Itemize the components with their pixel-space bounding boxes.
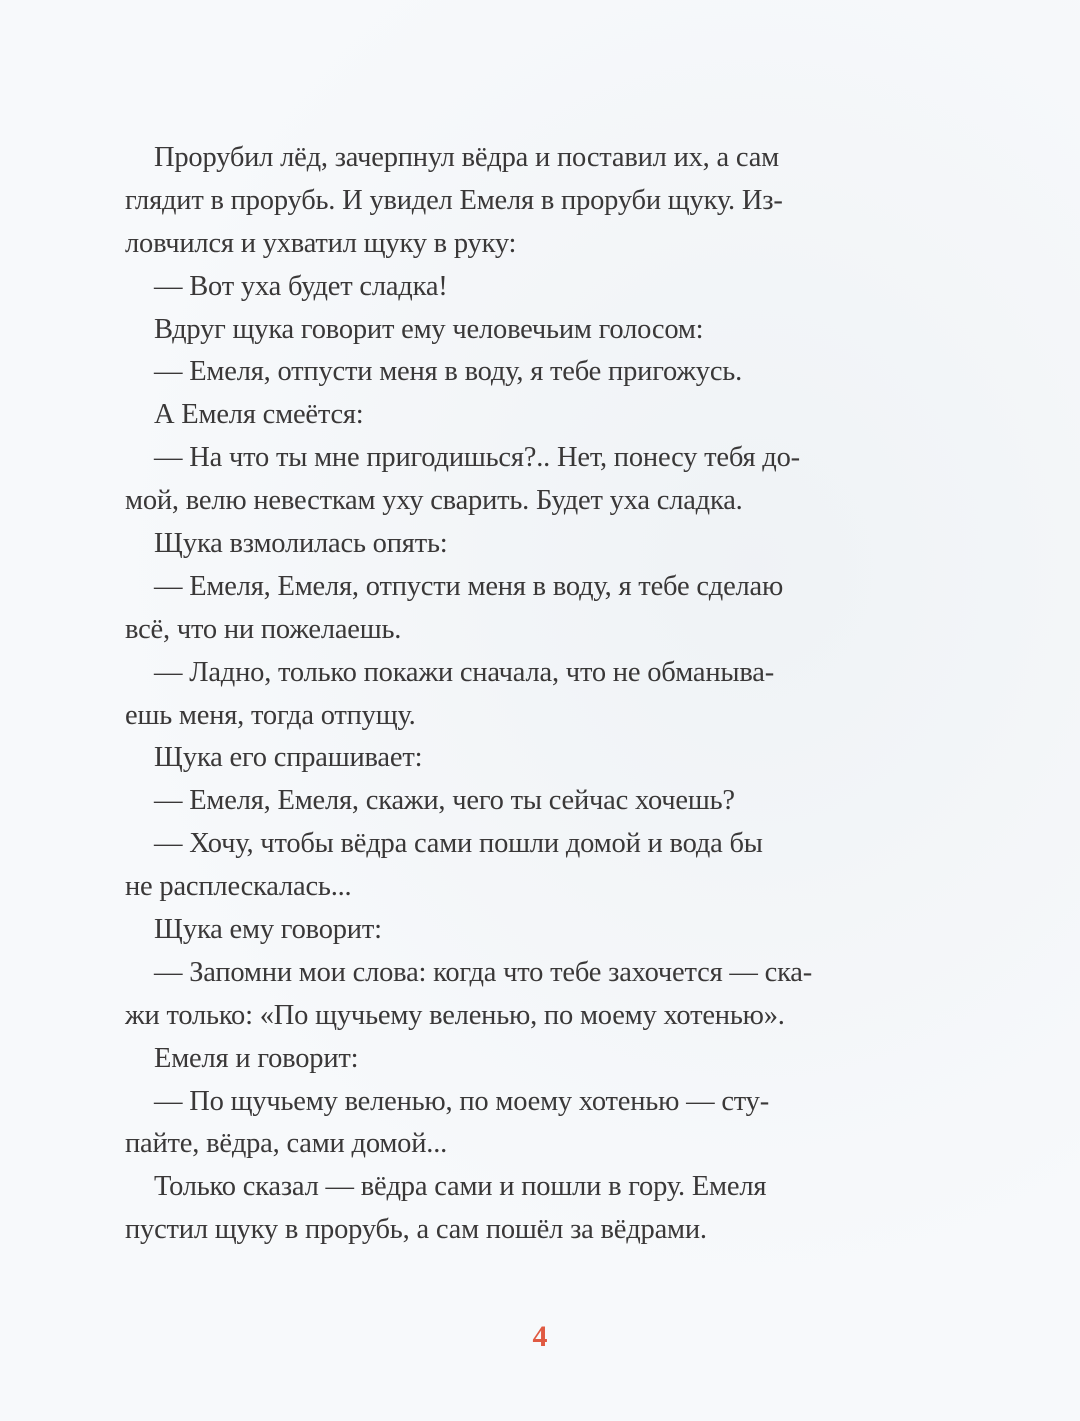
text-line: Только сказал — вёдра сами и пошли в гору. Емеля (154, 1171, 767, 1203)
text-line: Щука ему говорит: (154, 914, 382, 946)
page-number: 4 (532, 1320, 548, 1353)
text-line: не расплескалась... (125, 871, 352, 903)
dialogue-line: — Емеля, Емеля, скажи, чего ты сейчас хочешь? (154, 785, 735, 817)
text-line: ловчился и ухватил щуку в руку: (125, 227, 517, 259)
text-line: Щука его спрашивает: (154, 742, 423, 774)
text-line: ешь меня, тогда отпущу. (125, 699, 416, 731)
dialogue-line: — Запомни мои слова: когда что тебе захочется — ска- (154, 956, 813, 988)
dialogue-line: — Ладно, только покажи сначала, что не обманыва- (154, 656, 775, 688)
text-line: Щука взмолилась опять: (154, 528, 448, 560)
dialogue-line: — На что ты мне пригодишься?.. Нет, понесу тебя до- (154, 442, 800, 474)
text-line: А Емеля смеётся: (154, 399, 364, 431)
dialogue-line: — Хочу, чтобы вёдра сами пошли домой и вода бы (154, 828, 763, 860)
text-line: Прорубил лёд, зачерпнул вёдра и поставил их, а сам (154, 142, 779, 173)
text-line: глядит в прорубь. И увидел Емеля в проруби щуку. Из- (125, 184, 783, 216)
text-line: пайте, вёдра, сами домой... (125, 1128, 448, 1160)
text-line: пустил щуку в прорубь, а сам пошёл за вёдрами. (125, 1214, 707, 1246)
dialogue-line: — Вот уха будет сладка! (154, 270, 448, 302)
dialogue-line: — Емеля, отпусти меня в воду, я тебе пригожусь. (154, 356, 743, 388)
text-line: мой, велю невесткам уху сварить. Будет уха сладка. (125, 485, 743, 517)
dialogue-line: — Емеля, Емеля, отпусти меня в воду, я тебе сделаю (154, 570, 784, 602)
text-line: всё, что ни пожелаешь. (125, 613, 402, 645)
text-line: Вдруг щука говорит ему человечьим голосом: (154, 313, 704, 345)
dialogue-line: — По щучьему веленью, по моему хотенью — сту- (154, 1085, 769, 1117)
text-line: Емеля и говорит: (154, 1042, 359, 1074)
body-text (125, 137, 955, 1252)
text-line: жи только: «По щучьему веленью, по моему хотенью». (125, 999, 785, 1031)
